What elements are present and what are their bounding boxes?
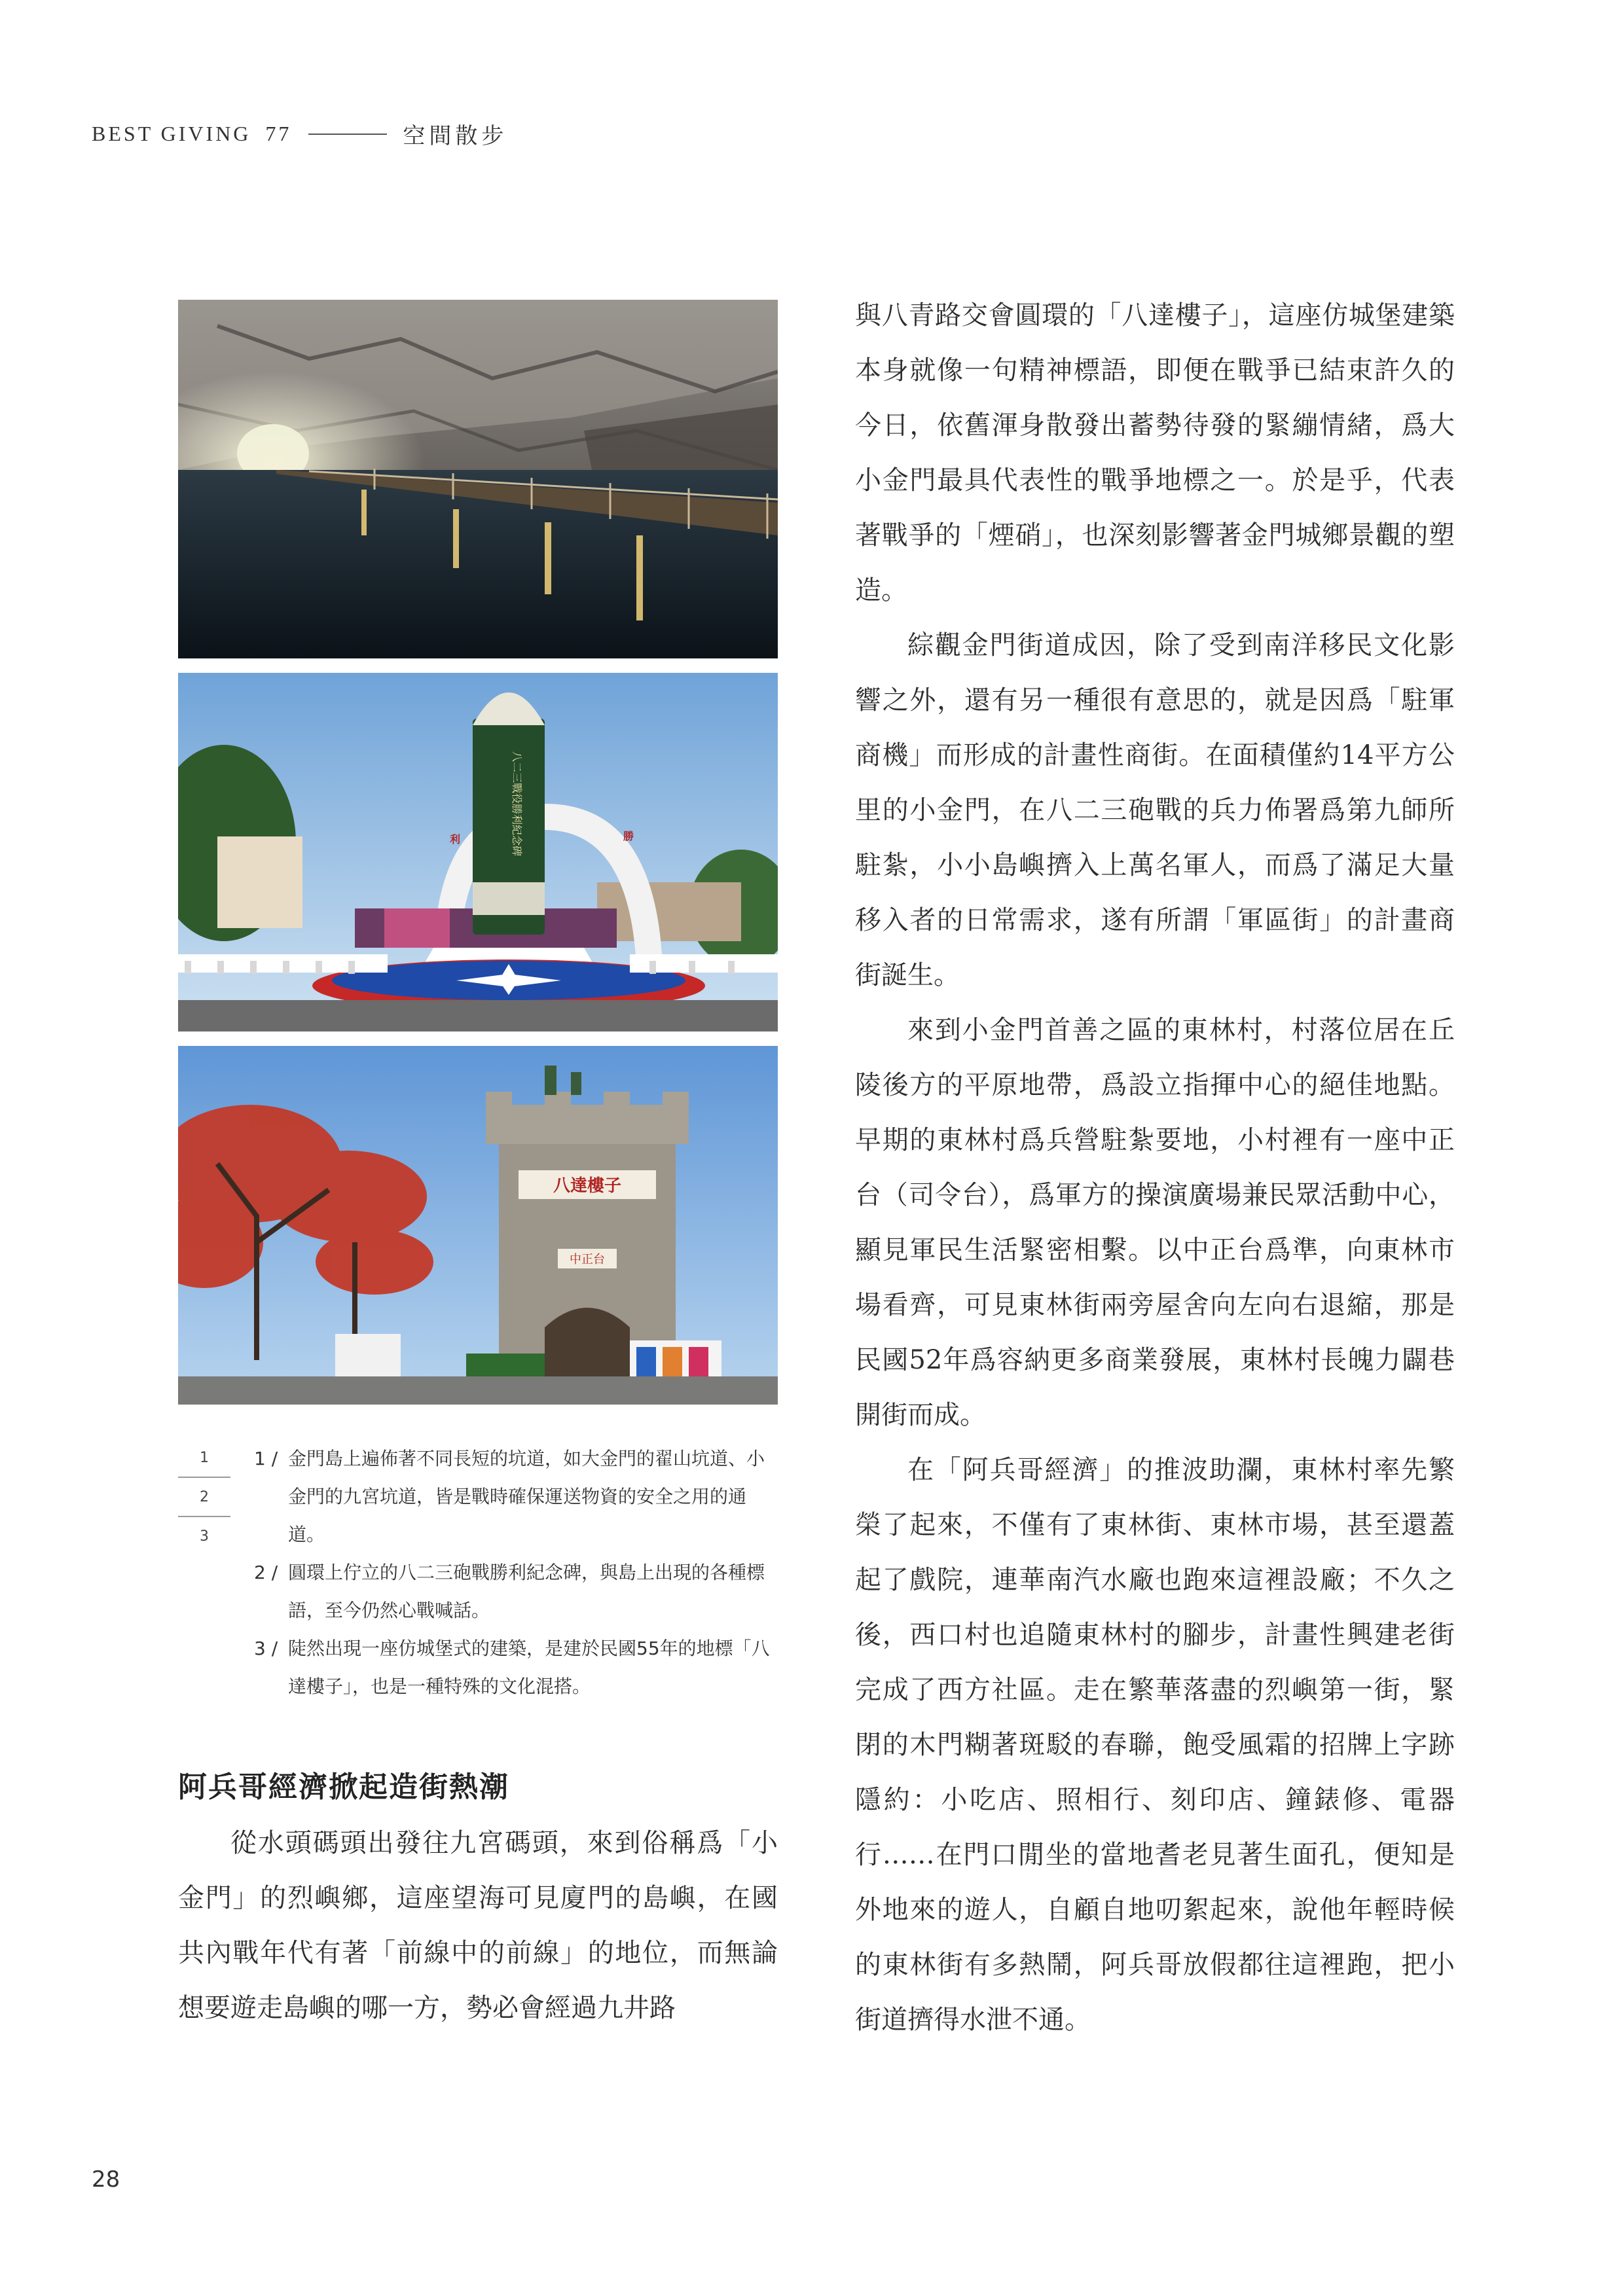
photo-index-2: 2 <box>178 1478 230 1517</box>
monument-inscription: 八二三戰役勝利紀念碑 <box>511 751 523 857</box>
caption-number: 3 / <box>254 1638 278 1659</box>
arch-sign-right: 勝 <box>623 830 634 842</box>
left-column <box>178 1816 778 2036</box>
caption-3 <box>254 1630 778 1706</box>
photo-bada-tower <box>178 1046 778 1405</box>
body-paragraph: 與八青路交會圓環的「八達樓子」，這座仿城堡建築本身就像一句精神標語，即便在戰爭已結束許久的今日，依舊渾身散發出蓄勢待發的緊繃情緒，爲大小金門最具代表性的戰爭地標之一。於是乎，代表著戰爭的「煙硝」，也深刻影響著金門城鄉景觀的塑造。 <box>855 300 1455 605</box>
tower-plaque: 中正台 <box>570 1253 605 1266</box>
caption-number: 2 / <box>254 1562 278 1583</box>
header-rule <box>308 134 387 135</box>
caption-number: 1 / <box>254 1448 278 1469</box>
body-paragraph: 在「阿兵哥經濟」的推波助瀾，東林村率先繁榮了起來，不僅有了東林街、東林市場，甚至還蓋起了戲院，連華南汽水廠也跑來這裡設廠；不久之後，西口村也追隨東林村的腳步，計畫性興建老街完成了西方社區。走在繁華落盡的烈嶼第一街，緊閉的木門糊著斑駁的春聯，飽受風霜的招牌上字跡隱約：小吃店、照相行、刻印店、鐘錶修、電器行……在門口閒坐的當地耆老見著生面孔，便知是外地來的遊人，自顧自地叨絮起來，說他年輕時候的東林街有多熱鬧，阿兵哥放假都往這裡跑，把小街道擠得水泄不通。 <box>855 1455 1455 2035</box>
caption-text: 圓環上佇立的八二三砲戰勝利紀念碑，與島上出現的各種標語，至今仍然心戰喊話。 <box>288 1562 765 1621</box>
publication-name: BEST GIVING <box>92 122 251 145</box>
photo-index-3: 3 <box>200 1528 209 1545</box>
caption-text: 金門島上遍佈著不同長短的坑道，如大金門的翟山坑道、小金門的九宮坑道，皆是戰時確保運送物資的安全之用的通道。 <box>288 1448 765 1545</box>
body-paragraph: 綜觀金門街道成因，除了受到南洋移民文化影響之外，還有另一種很有意思的，就是因爲「駐軍商機」而形成的計畫性商街。在面積僅約14平方公里的小金門，在八二三砲戰的兵力佈署爲第九師所駐紮，小小島嶼擠入上萬名軍人，而爲了滿足大量移入者的日常需求，遂有所謂「軍區街」的計畫商街誕生。 <box>855 630 1455 990</box>
caption-2 <box>254 1554 778 1630</box>
issue-number: 77 <box>265 122 292 145</box>
photo-captions <box>254 1440 778 1706</box>
tower-sign: 八達樓子 <box>553 1176 622 1196</box>
running-header <box>92 118 507 150</box>
caption-text: 陡然出現一座仿城堡式的建築，是建於民國55年的地標「八達樓子」，也是一種特殊的文化混搭。 <box>288 1638 770 1697</box>
section-title: 空間散步 <box>403 123 508 149</box>
page-number: 28 <box>92 2166 120 2193</box>
section-subheading: 阿兵哥經濟掀起造街熱潮 <box>178 1770 509 1804</box>
photo-monument <box>178 673 778 1031</box>
tower-illustration <box>178 1046 778 1405</box>
tunnel-illustration <box>178 300 778 658</box>
photo-index-marks <box>178 1439 230 1555</box>
body-paragraph: 來到小金門首善之區的東林村，村落位居在丘陵後方的平原地帶，爲設立指揮中心的絕佳地點。早期的東林村爲兵營駐紮要地，小村裡有一座中正台（司令台），爲軍方的操演廣場兼民眾活動中心，顯見軍民生活緊密相繫。以中正台爲準，向東林市場看齊，可見東林街兩旁屋舍向左向右退縮，那是民國52年爲容納更多商業發展，東林村長魄力闢巷開街而成。 <box>855 1015 1455 1430</box>
right-column <box>855 288 1455 2047</box>
caption-1 <box>254 1440 778 1554</box>
arch-sign-left: 利 <box>450 833 461 846</box>
body-paragraph: 從水頭碼頭出發往九宮碼頭，來到俗稱爲「小金門」的烈嶼鄉，這座望海可見廈門的島嶼，在國共內戰年代有著「前線中的前線」的地位，而無論想要遊走島嶼的哪一方，勢必會經過九井路 <box>178 1828 778 2023</box>
photo-index-1: 1 <box>178 1439 230 1478</box>
monument-illustration <box>178 673 778 1031</box>
photo-tunnel <box>178 300 778 658</box>
